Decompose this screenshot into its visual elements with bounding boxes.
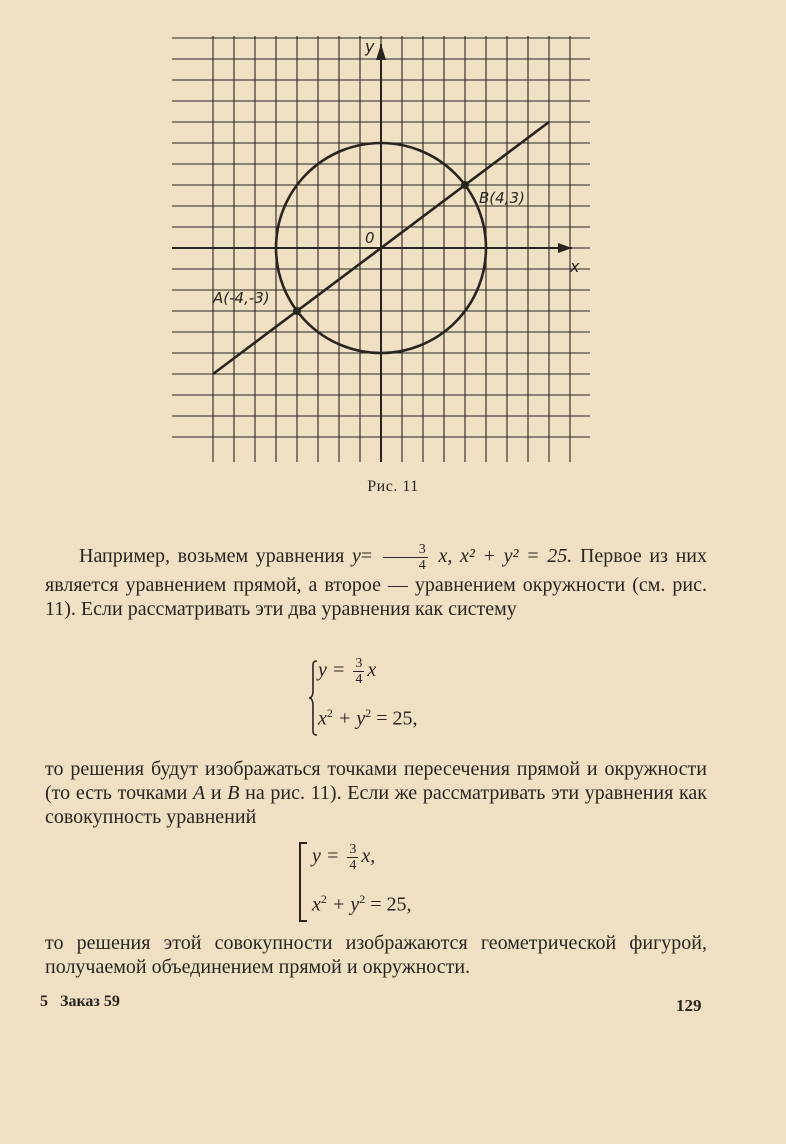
p1-frac-num: 3 <box>383 542 428 558</box>
sys1-l2-end: = 25, <box>371 707 418 730</box>
footer-order-number: 5 Заказ 59 <box>40 993 120 1010</box>
p2-point-a: A <box>192 782 206 804</box>
sys2-frac-num: 3 <box>349 842 357 857</box>
p1-eq2: x² + y² = 25. <box>452 545 573 568</box>
point-a <box>293 307 301 315</box>
p2-text-b: на рис. 11). Если же рассматривать эти уравнения как совокупность уравнений <box>45 782 708 828</box>
paragraph-2 <box>45 757 707 829</box>
p1-rest: Первое из них является уравнением прямой, а второе — уравнением окружности (см. рис. 11). Если рассматривать эти два уравнения как систему <box>45 545 707 620</box>
sys1-l1-right: x <box>367 659 377 682</box>
point-b-label: B(4,3) <box>479 189 525 207</box>
sys1-l1-left: y = <box>318 659 351 682</box>
sys2-l2-end: = 25, <box>365 893 412 916</box>
sys1-sup-2: 2 <box>365 706 372 720</box>
sys2-frac-den: 4 <box>349 858 357 873</box>
figure-caption: Рис. 11 <box>367 478 419 495</box>
p1-start: Например, возьмем уравнения <box>79 545 352 568</box>
origin-label: 0 <box>365 229 375 247</box>
sys2-sup-1: 2 <box>320 892 327 906</box>
set-line-2 <box>312 892 412 917</box>
sys2-l2-base: x <box>312 893 321 916</box>
sys2-sup-2: 2 <box>359 892 366 906</box>
p2-point-b: B <box>227 782 240 804</box>
sys1-fraction <box>353 656 364 687</box>
point-a-label: A(-4,-3) <box>213 289 270 307</box>
sys1-l2-base: x <box>318 707 327 730</box>
sys1-frac-num: 3 <box>355 656 363 671</box>
p2-text-a: то решения будут изображаться точками пересечения прямой и окружности (то есть точками <box>45 758 707 804</box>
sys1-frac-den: 4 <box>355 672 363 687</box>
figure-coordinate-plot <box>160 30 600 470</box>
sys1-sup-1: 2 <box>326 706 333 720</box>
y-axis-label: y <box>365 37 375 56</box>
system-line-2 <box>318 706 418 731</box>
sys2-l1-left: y = <box>312 845 345 868</box>
square-bracket-icon <box>298 842 308 922</box>
paragraph-3: то решения этой совокупности изображаются геометрической фигурой, получаемой объединением прямой и окружности. <box>45 932 707 978</box>
p1-fraction <box>383 542 428 573</box>
paragraph-1 <box>45 542 707 621</box>
sys2-fraction <box>347 842 358 873</box>
p2-and: и <box>205 782 228 804</box>
point-b <box>461 181 469 189</box>
p1-frac-den: 4 <box>418 558 426 573</box>
sys2-l2-mid: + y <box>326 893 360 916</box>
p1-eq-sign: = <box>360 545 380 568</box>
y-axis-arrow-icon <box>376 44 386 60</box>
page-number: 129 <box>676 996 702 1015</box>
sys1-l2-mid: + y <box>332 707 366 730</box>
curly-brace-icon <box>308 660 318 736</box>
p1-eq1-var: y <box>351 545 361 568</box>
x-axis-label: x <box>570 257 580 276</box>
p1-eq1-x: x, <box>430 545 453 568</box>
system-line-1 <box>318 656 376 687</box>
set-line-1 <box>312 842 375 873</box>
sys2-l1-right: x, <box>361 845 376 868</box>
